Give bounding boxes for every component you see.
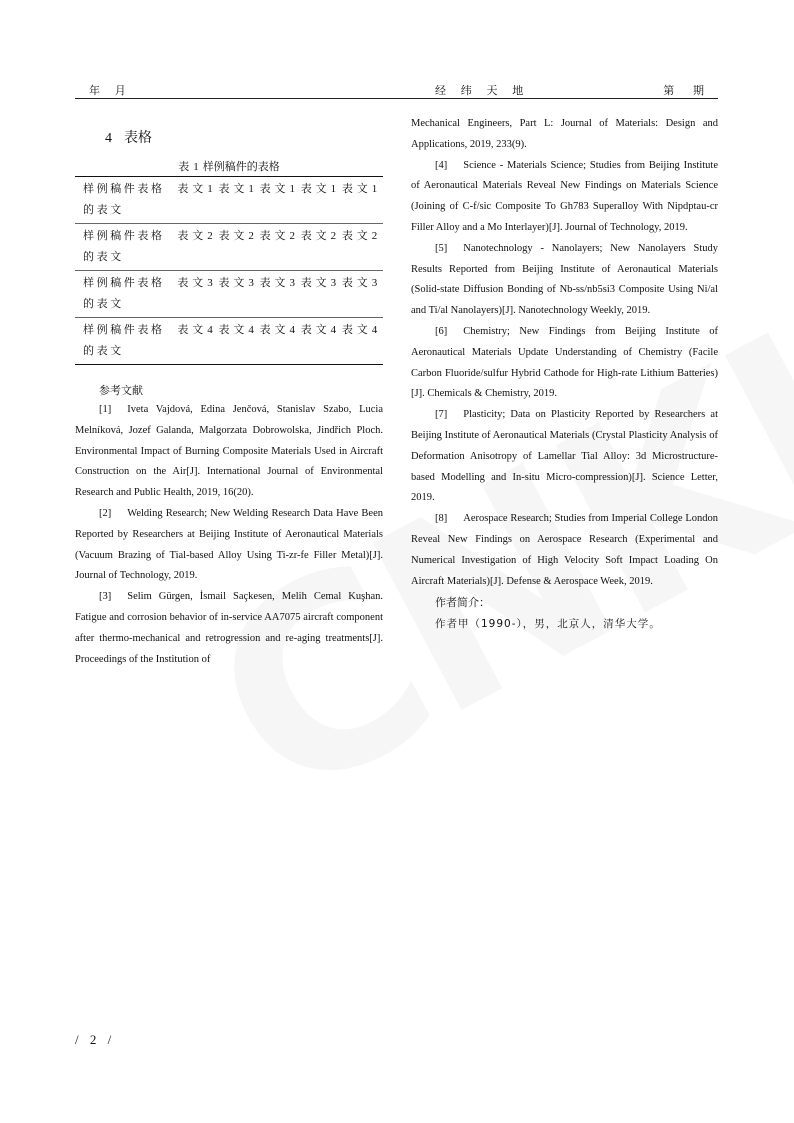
table-cell: 表文3 (301, 271, 342, 318)
table-caption-number: 1 (193, 161, 199, 173)
table-caption-prefix: 表 (178, 160, 190, 173)
table-cell: 表文4 (341, 324, 382, 336)
table-cell: 表文2 (260, 224, 301, 271)
page-number: / 2 / (75, 1032, 116, 1047)
section-heading (105, 127, 152, 147)
header-issue: 第 期 (663, 85, 712, 97)
reference-number: [6] (435, 325, 448, 337)
sample-table (75, 176, 383, 365)
reference-entry (411, 509, 718, 592)
table-cell: 表文4 (177, 324, 217, 336)
reference-entry (411, 322, 718, 405)
references-left-column (75, 400, 383, 670)
table-row (75, 224, 383, 271)
reference-number: [3] (99, 591, 112, 603)
table-cell: 表文2 (218, 224, 259, 271)
author-bio-heading: 作者简介： (435, 596, 490, 610)
table-row (75, 318, 383, 365)
header-journal-title: 经 纬 天 地 (435, 85, 530, 97)
table-cell: 表文1 (177, 177, 218, 224)
table-cell: 表文2 (342, 224, 383, 271)
reference-number: [5] (435, 242, 448, 254)
reference-number: [8] (435, 513, 448, 525)
table-cell: 表文4 (259, 324, 300, 336)
table-row (75, 177, 383, 224)
reference-entry (411, 239, 718, 322)
reference-text: Nanotechnology - Nanolayers; New Nanolayers Study Results Reported from Beijing Institute of Aeronautical Materials (Solid-state Diffusion Bonding of Nb-ss/nb5si3 Composite Using Ni/al and Ti/al Nanolayers)[J]. Nanotechnology Weekly, 2019. (411, 242, 718, 317)
table-cell: 表文3 (342, 271, 383, 318)
table-row-label: 样例稿件表格的表文 (75, 224, 177, 271)
reference-text: Science - Materials Science; Studies from Beijing Institute of Aeronautical Materials Reveal New Findings on Materials Science (Joining of C-f/sic Composite To Gh783 Superalloy With Nipdptau-cr Filler Alloy and a Mo Interlayer)[J]. Journal of Technology, 2019. (411, 159, 718, 233)
header-date: 年 月 (89, 85, 132, 97)
table-cell: 表文1 (218, 177, 259, 224)
table-row (75, 271, 383, 318)
table-cell: 表文2 (177, 224, 218, 271)
reference-number: [7] (435, 409, 448, 421)
table-cell: 表文3 (260, 271, 301, 318)
running-header (75, 82, 718, 99)
references-right-column (411, 114, 718, 634)
author-bio-text: 作者甲（1990-），男，北京人，清华大学。 (435, 618, 661, 631)
reference-text: Chemistry; New Findings from Beijing Institute of Aeronautical Materials Update Understanding of Chemistry (Facile Carbon Fluoride/sulfur Hybrid Cathode for High-rate Lithium Batteries)[J]. Chemicals & Chemistry, 2019. (411, 325, 718, 400)
reference-continuation: Mechanical Engineers, Part L: Journal of Materials: Design and Applications, 2019, 233(9). (411, 118, 718, 150)
reference-text: Aerospace Research; Studies from Imperial College London Reveal New Findings on Aerospace Research (Experimental and Numerical Investigation of High Velocity Soft Impact Loading On Aircraft Materials)[J]. Defense & Aerospace Week, 2019. (411, 513, 718, 587)
table-cell: 表文4 (218, 324, 258, 336)
table-cell: 表文4 (300, 324, 341, 336)
reference-number: [1] (99, 404, 112, 415)
reference-text: Iveta Vajdová, Edina Jenčová, Stanislav Szabo, Lucia Melníková, Jozef Galanda, Malgorzata Dobrowolska, Jindřich Ploch. Environmental Impact of Burning Composite Materials Used in Aircraft Construction on the Air[J]. International Journal of Environmental Research and Public Health, 2019, 16(20). (75, 404, 383, 499)
table-row-label: 样例稿件表格的表文 (83, 324, 165, 357)
table-cell: 表文3 (177, 271, 218, 318)
table-cell: 表文1 (260, 177, 301, 224)
reference-text: Welding Research; New Welding Research Data Have Been Reported by Researchers at Beijing Institute of Aeronautical Materials (Vacuum Brazing of Tial-based Alloy Using Ti-zr-fe Filler Metal)[J]. Journal of Technology, 2019. (75, 507, 383, 582)
reference-entry (411, 405, 718, 509)
reference-number: [2] (99, 507, 112, 519)
section-title: 表格 (124, 130, 152, 146)
references-heading: 参考文献 (99, 384, 143, 397)
table-cell: 表文2 (301, 224, 342, 271)
reference-number: [4] (435, 159, 448, 171)
reference-entry (75, 504, 383, 587)
table-caption (75, 158, 383, 174)
reference-entry (75, 587, 383, 670)
section-number: 4 (105, 131, 112, 146)
reference-text: Selim Gürgen, İsmail Saçkesen, Melih Cemal Kuşhan. Fatigue and corrosion behavior of in-service AA7075 aircraft component after thermo-mechanical and retrogression and re-aging treatments[J]. Proceedings of the Institution of (75, 591, 383, 665)
table-cell: 表文1 (342, 177, 383, 224)
table-row-label: 样例稿件表格的表文 (75, 177, 177, 224)
reference-text: Plasticity; Data on Plasticity Reported by Researchers at Beijing Institute of Aeronautical Materials (Crystal Plasticity Analysis of Deformation Anisotropy of Lamellar Tial Alloy: 3d Microstructure-based Modelling and In-situ Micro-compression)[J]. Science Letter, 2019. (411, 409, 718, 504)
reference-entry (75, 400, 383, 504)
table-cell: 表文1 (301, 177, 342, 224)
reference-entry (411, 156, 718, 239)
table-row-label: 样例稿件表格的表文 (75, 271, 177, 318)
table-caption-text: 样例稿件的表格 (202, 160, 280, 173)
table-cell: 表文3 (218, 271, 259, 318)
